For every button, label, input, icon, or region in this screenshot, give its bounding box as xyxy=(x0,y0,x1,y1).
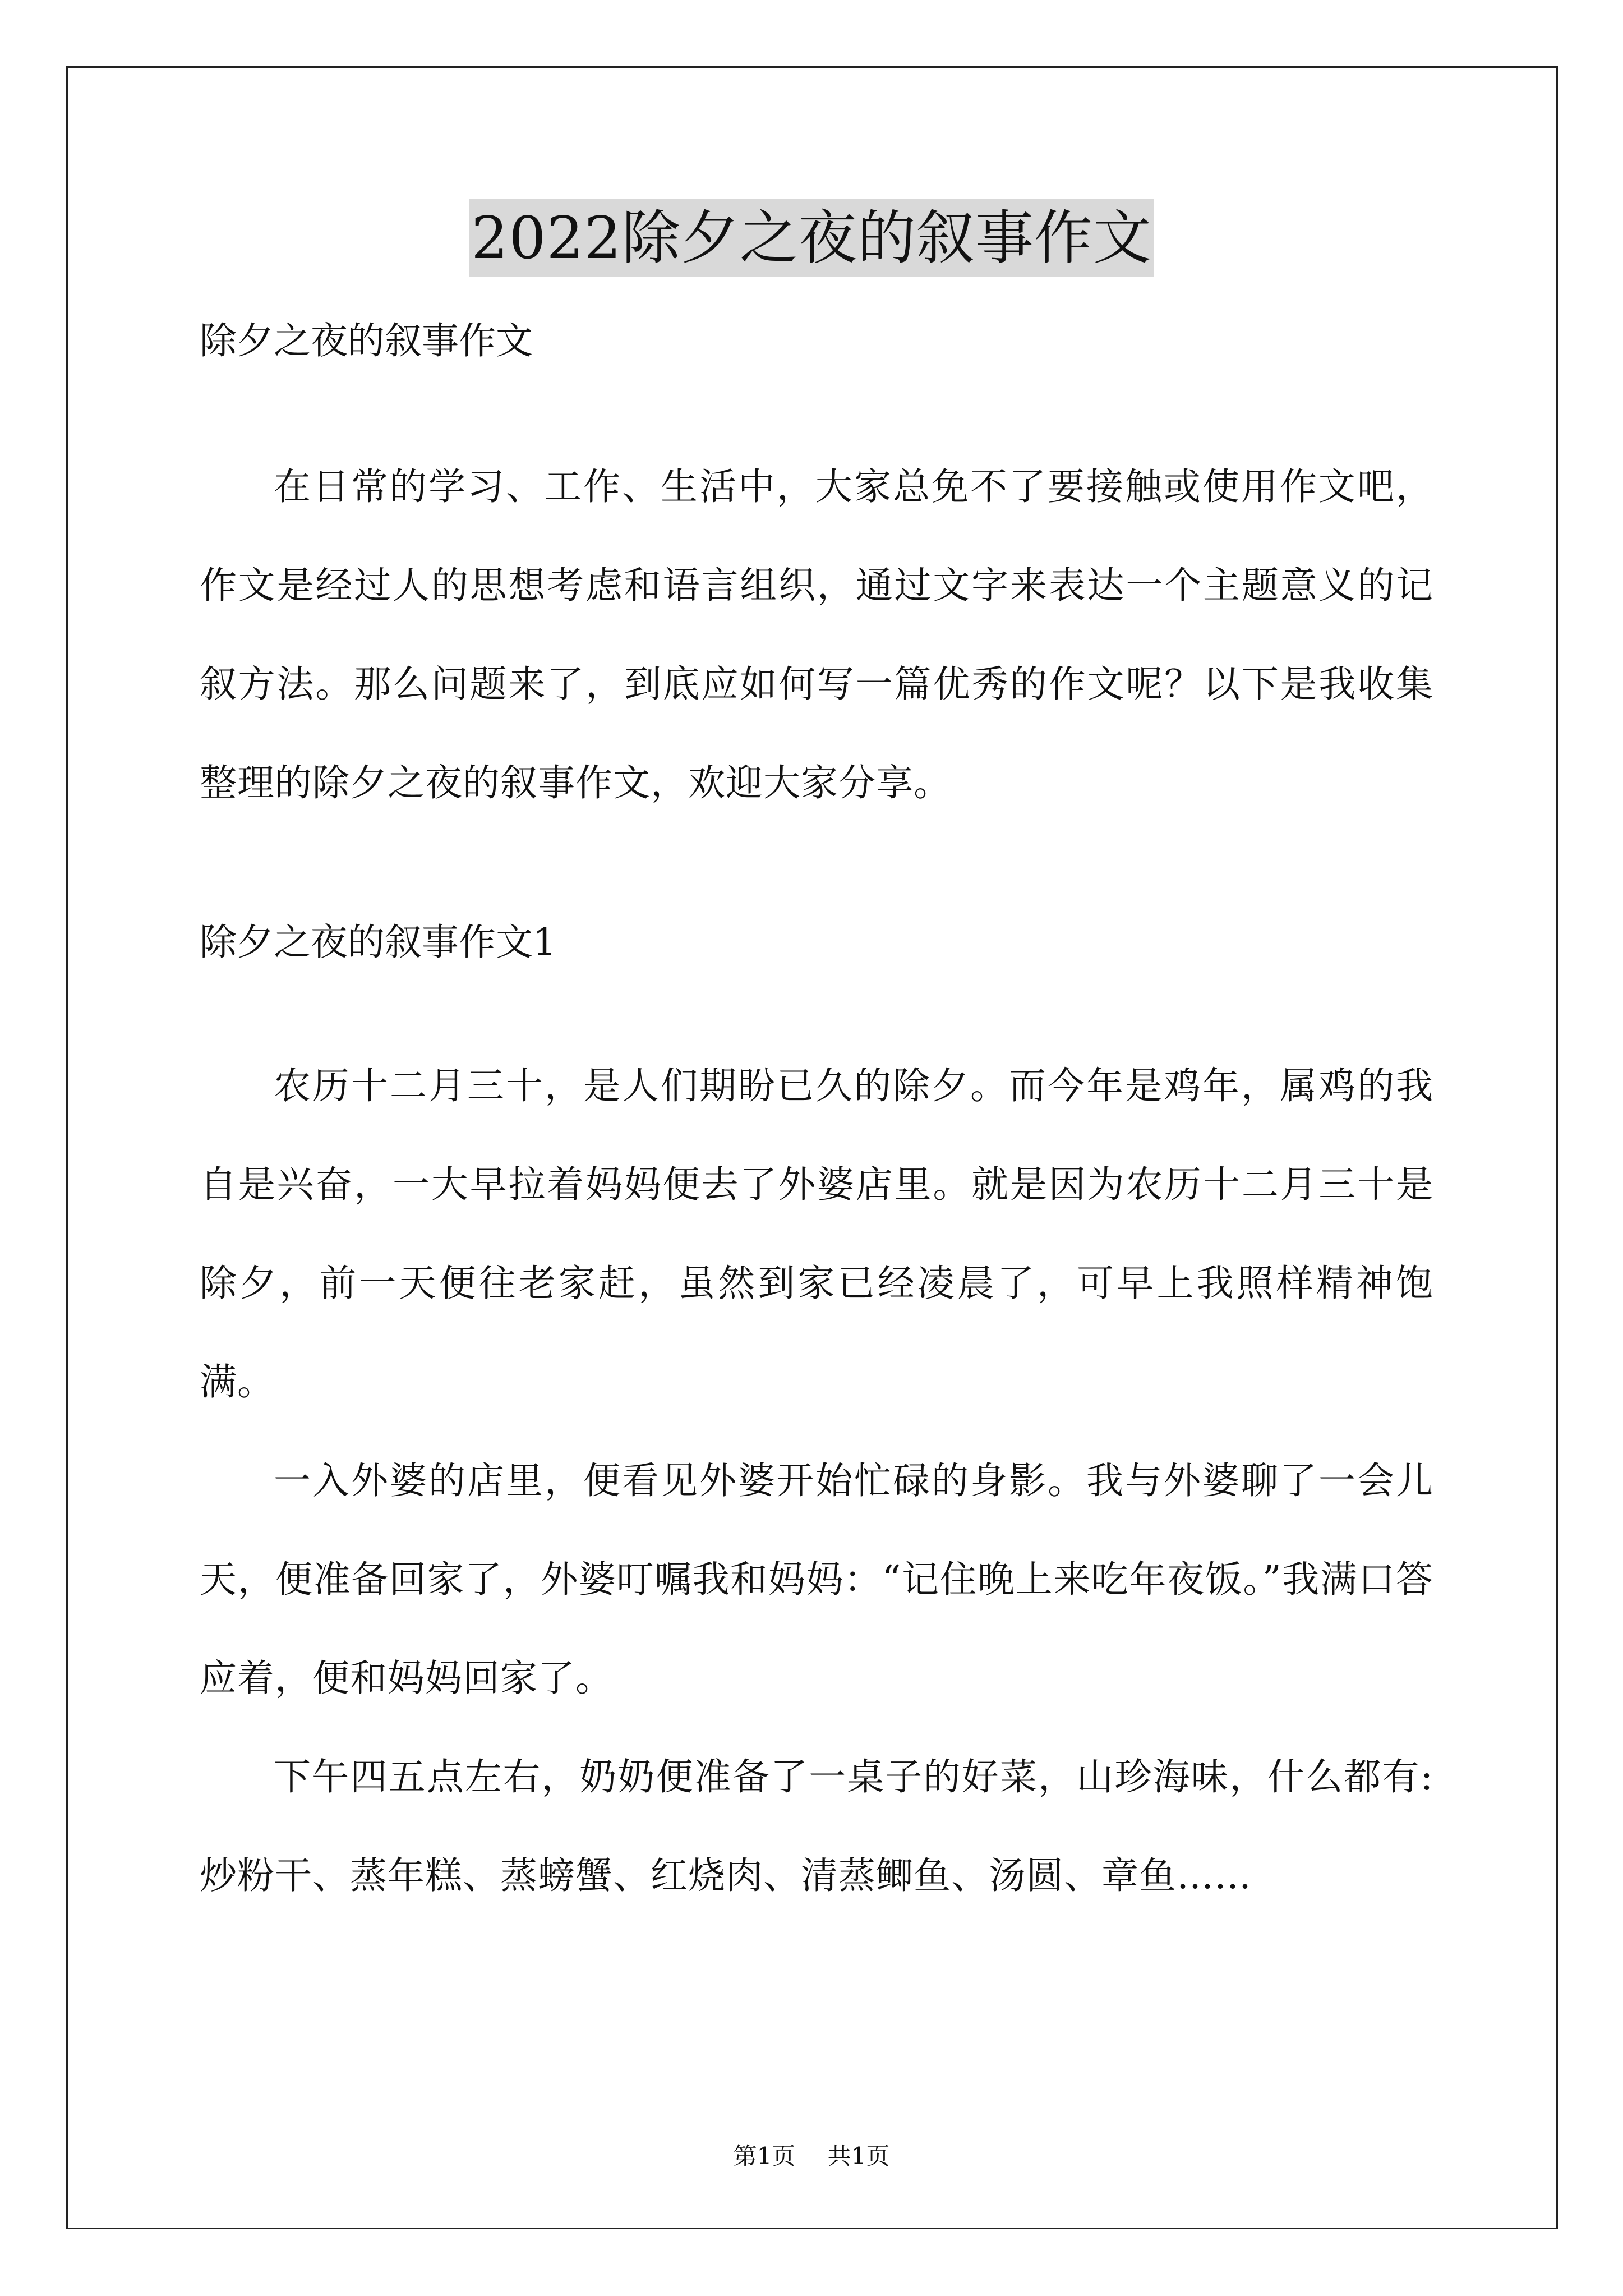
page-number: 第1页 xyxy=(733,2142,796,2170)
body-paragraph-1: 农历十二月三十，是人们期盼已久的除夕。而今年是鸡年，属鸡的我自是兴奋，一大早拉着妈妈便去了外婆店里。就是因为农历十二月三十是除夕，前一天便往老家赶，虽然到家已经凌晨了，可早上我照样精神饱满。 xyxy=(200,1064,1433,1404)
document-title: 2022除夕之夜的叙事作文 xyxy=(469,199,1154,277)
intro-paragraph: 在日常的学习、工作、生活中，大家总免不了要接触或使用作文吧，作文是经过人的思想考虑和语言组织，通过文字来表达一个主题意义的记叙方法。那么问题来了，到底应如何写一篇优秀的作文呢？以下是我收集整理的除夕之夜的叙事作文，欢迎大家分享。 xyxy=(200,465,1433,804)
document-body xyxy=(200,314,1433,1925)
page-count: 共1页 xyxy=(827,2142,890,2170)
body-paragraph-3: 下午四五点左右，奶奶便准备了一桌子的好菜，山珍海味，什么都有: 炒粉干、蒸年糕、蒸螃蟹、红烧肉、清蒸鲫鱼、汤圆、章鱼…… xyxy=(200,1755,1433,1897)
body-paragraph-2: 一入外婆的店里，便看见外婆开始忙碌的身影。我与外婆聊了一会儿天，便准备回家了，外婆叮嘱我和妈妈：“记住晚上来吃年夜饭。”我满口答应着，便和妈妈回家了。 xyxy=(200,1459,1433,1700)
title-container xyxy=(0,199,1623,277)
document-subtitle: 除夕之夜的叙事作文 xyxy=(200,319,533,362)
page-footer xyxy=(0,2139,1623,2173)
section-title: 除夕之夜的叙事作文1 xyxy=(200,921,556,964)
